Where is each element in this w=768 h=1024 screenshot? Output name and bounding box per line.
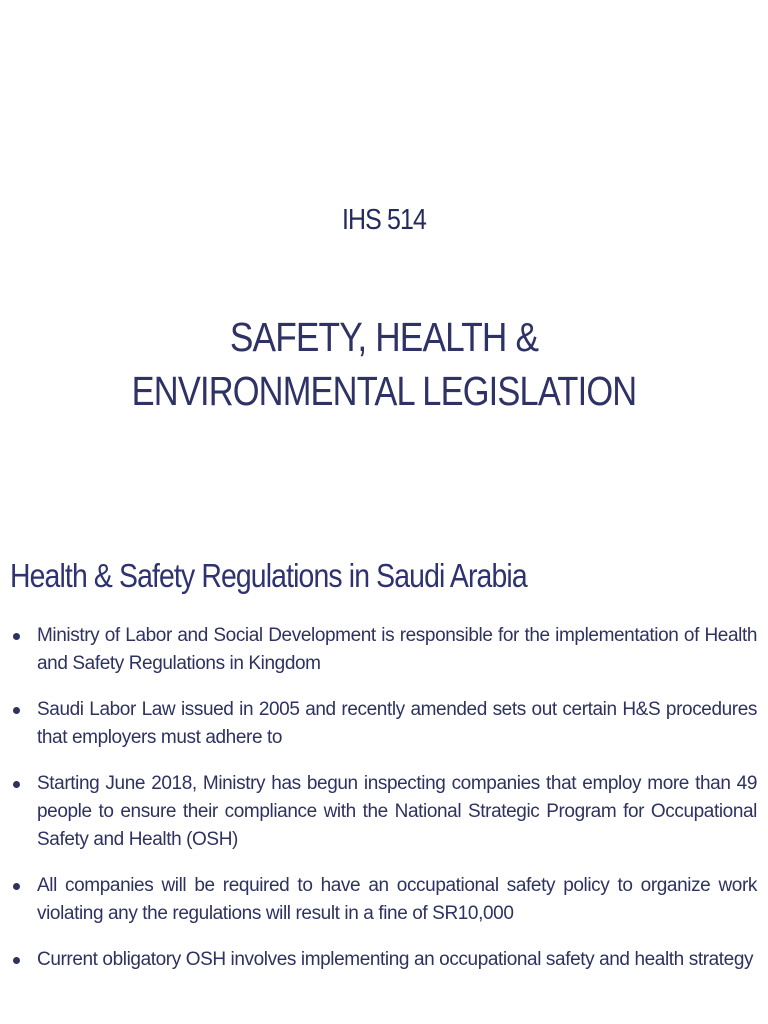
bullet-icon [13,781,20,788]
section-heading: Health & Safety Regulations in Saudi Arabia [10,557,527,594]
document-title [0,310,768,418]
bullet-text: Starting June 2018, Ministry has begun inspecting companies that employ more than 49 people to ensure their compliance with the National Strategic Program for Occupational Safety and Health (OSH) [37,773,757,850]
bullet-list [10,622,757,992]
list-item [10,696,757,752]
list-item [10,770,757,854]
bullet-icon [13,883,20,890]
bullet-text: All companies will be required to have an occupational safety policy to organize work violating any the regulations will result in a fine of SR10,000 [37,875,757,924]
list-item [10,872,757,928]
bullet-text: Saudi Labor Law issued in 2005 and recently amended sets out certain H&S procedures that employers must adhere to [37,699,757,748]
course-code: IHS 514 [341,204,427,236]
bullet-icon [13,957,20,964]
bullet-icon [13,633,20,640]
list-item [10,622,757,678]
title-line-1: SAFETY, HEALTH & [229,314,539,360]
bullet-text: Current obligatory OSH involves implementing an occupational safety and health strategy [37,949,754,970]
bullet-text: Ministry of Labor and Social Development is responsible for the implementation of Health and Safety Regulations in Kingdom [37,625,757,674]
title-line-2: ENVIRONMENTAL LEGISLATION [131,368,637,414]
list-item [10,946,757,974]
bullet-icon [13,707,20,714]
